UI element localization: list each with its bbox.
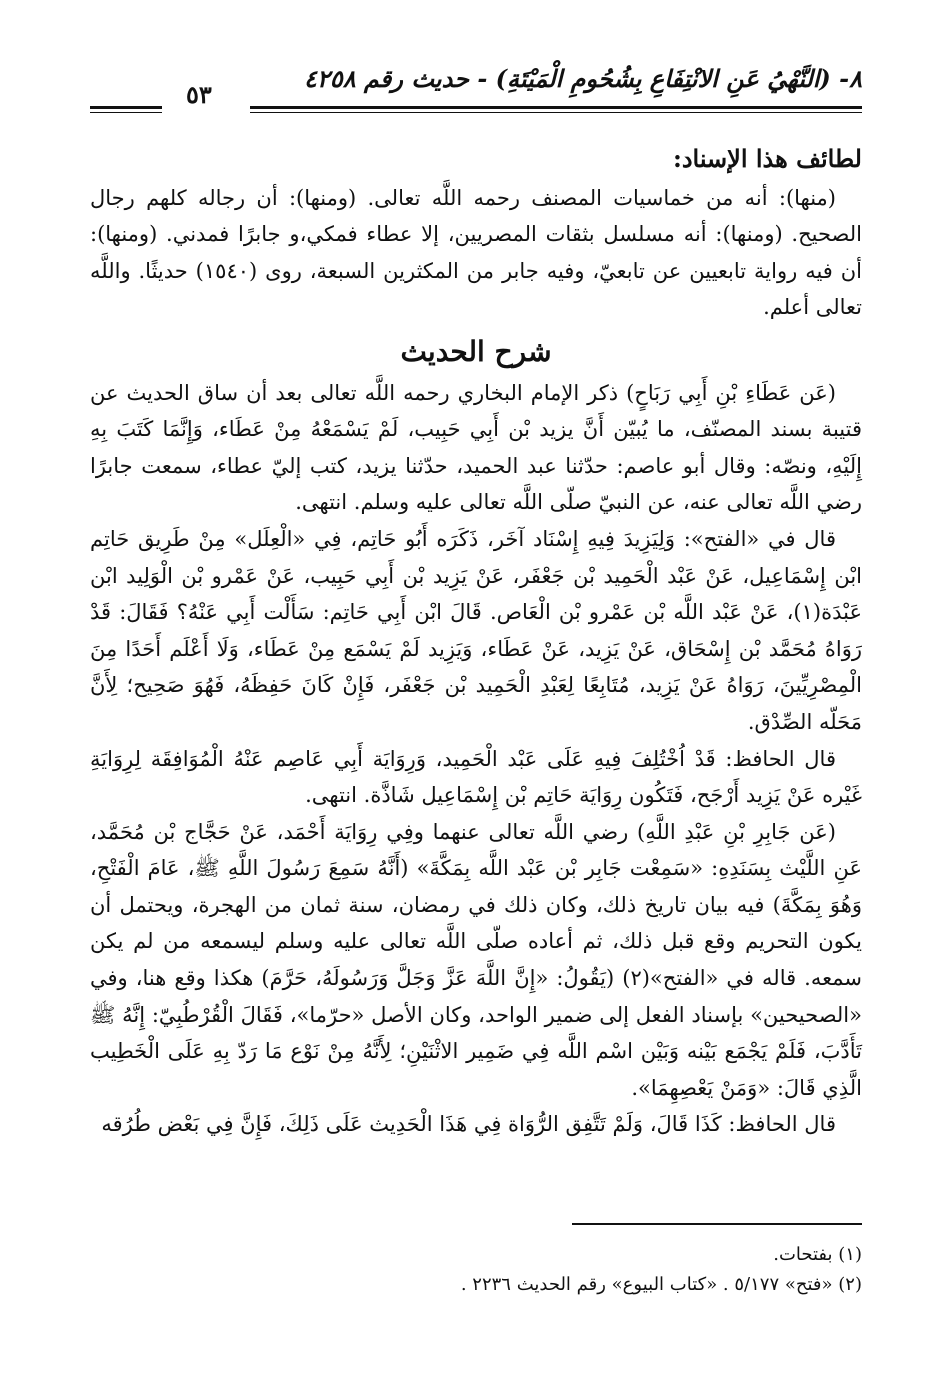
footnotes: [90, 1240, 862, 1300]
sharh-paragraph-1: (عَن عَطَاءِ بْنِ أَبِي رَبَاحٍ) ذكر الإمام البخاري رحمه اللَّه تعالى بعد أن ساق الحديث عن قتيبة بسند المصنّف، ما يُبيّن أَنَّ يزيد بْن أَبِي حَبِيب، لَمْ يَسْمَعْهُ مِنْ عَطَاء، وَإِنَّمَا كَتَبَ بِهِ إِلَيْهِ، ونصّه: وقال أبو عاصم: حدّثنا عبد الحميد، حدّثنا يزيد، كتب إليّ عطاء، سمعت جابرًا رضي اللَّه تعالى عنه، عن النبيّ صلّى اللَّه تعالى عليه وسلم. انتهى.: [90, 380, 862, 515]
page-number: ٥٣: [186, 80, 212, 109]
header-rule-long: [250, 106, 862, 109]
sharh-paragraph-5: قال الحافظ: كَذَا قَالَ، وَلَمْ تَتَّفِق الرُّوَاة فِي هَذَا الْحَدِيث عَلَى ذَلِكَ، فَإِنَّ فِي بَعْض طُرُقه: [101, 1112, 836, 1137]
header-rule-long-thin: [250, 112, 862, 113]
sharh-paragraph-3: قال الحافظ: قَدْ اُخْتُلِفَ فِيهِ عَلَى عَبْد الْحَمِيد، وَرِوَايَة أَبِي عَاصِم عَنْهُ الْمُوَافِقَة لِرِوَايَةِ غَيْره عَنْ يَزِيد أَرْجَح، فَتَكُون رِوَايَة حَاتِم بْن إِسْمَاعِيل شَاذَّة. انتهى.: [90, 746, 862, 808]
isnad-paragraph: (منها): أنه من خماسيات المصنف رحمه اللَّه تعالى. (ومنها): أن رجاله كلهم رجال الصحيح. (ومنها): أنه مسلسل بثقات المصريين، إلا عطاء فمكي،و جابرًا فمدني. (ومنها): أن فيه رواية تابعيين عن تابعيّ، وفيه جابر من المكثرين السبعة، روى (١٥٤٠) حديثًا. واللَّه تعالى أعلم.: [90, 185, 863, 320]
header-title: ٨- (النَّهْيُ عَنِ الانْتِفَاعِ بِشُحُومِ الْمَيْتَةِ) - حديث رقم ٤٢٥٨: [304, 64, 862, 93]
section-heading-isnad: لطائف هذا الإسناد:: [672, 144, 862, 173]
footnote-separator: [572, 1223, 862, 1225]
section-heading-sharh: شرح الحديث: [400, 334, 552, 368]
footnote-2: (٢) «فتح» ٥/١٧٧ . «كتاب البيوع» رقم الحديث ٢٢٣٦ .: [460, 1274, 862, 1295]
page-body: [90, 135, 862, 1143]
header-rule-short-thin: [90, 112, 162, 113]
sharh-paragraph-4: (عَن جَابِرِ بْنِ عَبْدِ اللَّهِ) رضي اللَّه تعالى عنهما وفِي رِوَايَة أَحْمَد، عَنْ حَجَّاج بْن مُحَمَّد، عَنِ اللَّيْث بِسَنَدِهِ: «سَمِعْت جَابِر بْن عَبْد اللَّه بِمَكَّةَ» (أَنَّهُ سَمِعَ رَسُولَ اللَّهِ ﷺ، عَامَ الْفَتْحِ، وَهُوَ بِمَكَّةَ) فيه بيان تاريخ ذلك، وكان ذلك في رمضان، سنة ثمان من الهجرة، ويحتمل أن يكون التحريم وقع قبل ذلك، ثم أعاده صلّى اللَّه تعالى عليه وسلم ليسمعه من لم يكن سمعه. قاله في «الفتح»(٢) (يَقُولُ: «إِنَّ اللَّهَ عَزَّ وَجَلَّ وَرَسُولَهُ، حَرَّمَ) هكذا وقع هنا، وفي «الصحيحين» بإسناد الفعل إلى ضمير الواحد، وكان الأصل «حرّما»، فَقَالَ الْقُرْطُبِيّ: إِنَّهُ ﷺ تَأَدَّبَ، فَلَمْ يَجْمَع بَيْنه وَبَيْن اسْم اللَّه فِي ضَمِير الاثْنَيْنِ؛ لِأَنَّهُ مِنْ نَوْع مَا رَدّ بِهِ عَلَى الْخَطِيب الَّذِي قَالَ: «وَمَنْ يَعْصِهِمَا».: [90, 819, 862, 1100]
footnote-1: (١) بفتحات.: [773, 1244, 862, 1265]
header-rule-short: [90, 106, 162, 109]
running-header: [90, 62, 862, 114]
sharh-paragraph-2: قال في «الفتح»: وَلِيَزِيدَ فِيهِ إِسْنَاد آخَر، ذَكَرَه أَبُو حَاتِم، فِي «الْعِلَل» مِنْ طَرِيق حَاتِم ابْن إِسْمَاعِيل، عَنْ عَبْد الْحَمِيد بْن جَعْفَر، عَنْ يَزِيد بْن أَبِي حَبِيب، عَنْ عَمْرو بْن الْوَلِيد ابْن عَبْدَة(١)، عَنْ عَبْد اللَّه بْن عَمْرو بْن الْعَاص. قَالَ ابْن أَبِي حَاتِم: سَأَلْت أَبِي عَنْهُ؟ فَقَالَ: قَدْ رَوَاهُ مُحَمَّد بْن إِسْحَاق، عَنْ يَزِيد، عَنْ عَطَاء، وَيَزِيد لَمْ يَسْمَع مِنْ عَطَاء، وَلَا أَعْلَم أَحَدًا مِنَ الْمِصْرِيِّينَ، رَوَاهُ عَنْ يَزِيد، مُتَابِعًا لِعَبْدِ الْحَمِيد بْن جَعْفَر، فَإِنْ كَانَ حَفِظَهُ، فَهُوَ صَحِيح؛ لِأَنَّ مَحَلّه الصِّدْق.: [90, 526, 862, 734]
